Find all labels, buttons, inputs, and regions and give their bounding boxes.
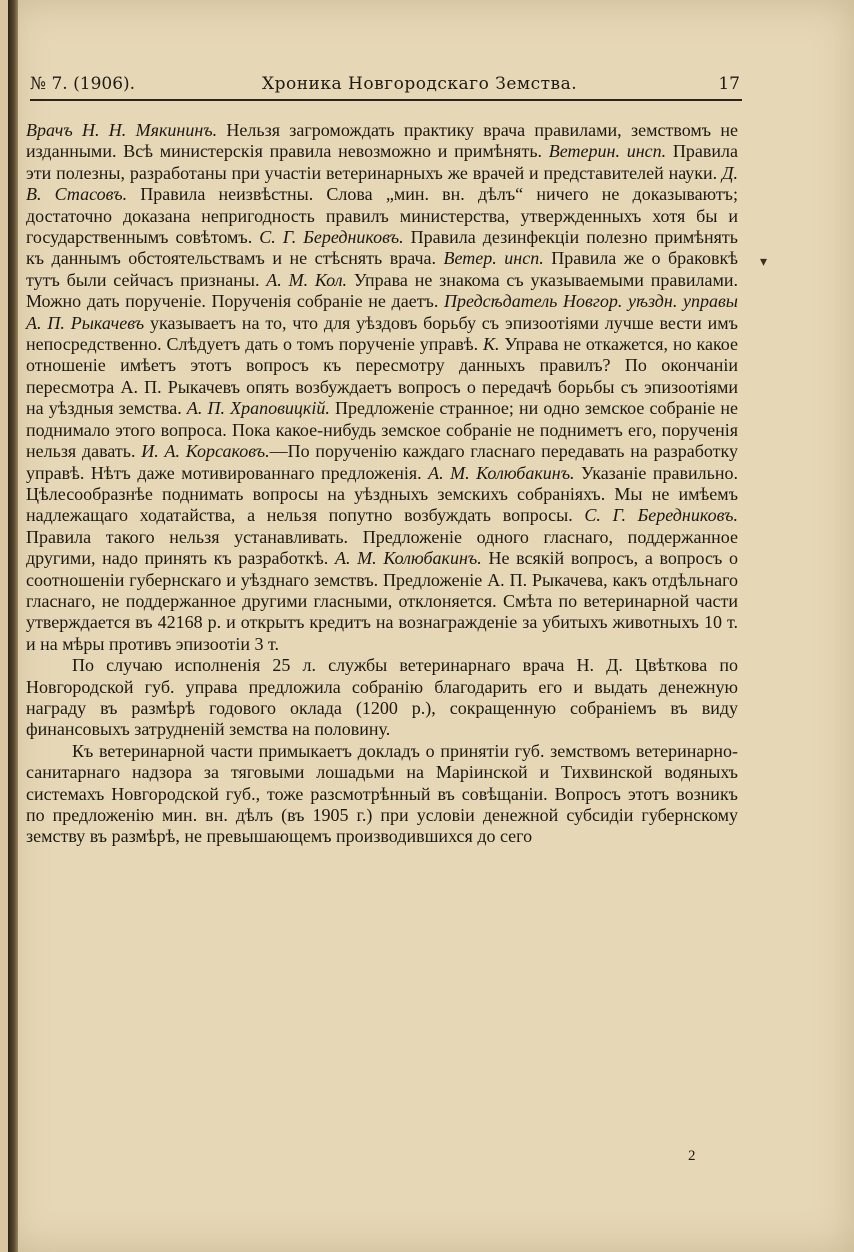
header-rule — [30, 99, 742, 101]
speaker-name: С. Г. Бередниковъ. — [584, 505, 738, 526]
body-text — [26, 120, 738, 848]
paragraph-text: Правила же о браковкѣ тутъ были сейчасъ признаны. — [26, 248, 739, 290]
paragraph-text: указываетъ на то, что для уѣздовъ борьбу съ эпизоотіями лучше вести имъ непосредственно. Слѣдуетъ дать о томъ порученіе управѣ. — [26, 312, 738, 355]
speaker-name: Д. В. Стасовъ. — [26, 162, 738, 205]
margin-mark: ▾ — [760, 254, 768, 270]
paragraph-text: —По порученію каждаго гласнаго передавать на разработку управѣ. Нѣтъ даже мотивированнаго предложенія. — [26, 441, 738, 483]
speaker-name: Ветер. инсп. — [443, 248, 544, 269]
paragraph-text: Нельзя загромождать практику врача правилами, земствомъ не изданными. Всѣ министерскія правила невозможно и примѣнять. — [26, 120, 738, 162]
signature-mark: 2 — [688, 1148, 696, 1164]
paragraph-text: Указаніе правильно. Цѣлесообразнѣе поднимать вопросы на уѣздныхъ земскихъ собраніяхъ. Мы не имѣемъ надлежащаго ходатайства, а нельзя попутно возбуждать вопросы. — [26, 462, 738, 526]
speaker-name: К. — [483, 334, 500, 355]
speaker-name: А. П. Храповицкій. — [186, 398, 330, 419]
paragraph-text: Правила такого нельзя устанавливать. Предложеніе одного гласнаго, поддержанное другими, надо принять къ разработкѣ. — [26, 526, 738, 569]
paragraph-text: Предложеніе странное; ни одно земское собраніе не поднимало этого вопроса. Пока какое-нибудь земское собраніе не подниметъ его, порученія нельзя давать. — [26, 398, 738, 462]
speaker-name: Ветерин. инсп. — [548, 141, 667, 162]
paragraph-text: Не всякій вопросъ, а вопросъ о соотношеніи губернскаго и уѣзднаго земствъ. Предложеніе А. П. Рыкачева, какъ отдѣльнаго гласнаго, не поддержанное другими гласными, отклоняется. Смѣта по ветеринарной части утверждается въ 42168 р. и открытъ кредитъ на вознагражденіе за убитыхъ животныхъ 10 т. и на мѣры противъ эпизоотіи 3 т. — [26, 548, 738, 654]
paragraph-text: Управа не откажется, но какое отношеніе имѣетъ этотъ вопросъ къ пересмотру данныхъ правилъ? По окончаніи пересмотра А. П. Рыкачевъ опять возбуждаетъ вопросъ о передачѣ борьбы съ эпизоотіями на уѣздныя земства. — [26, 334, 738, 419]
paragraph — [26, 655, 738, 741]
journal-title: Хроника Новгородскаго Земства. — [262, 74, 578, 94]
paragraph-text: Правила неизвѣстны. Слова „мин. вн. дѣлъ“ ничего не доказываютъ; достаточно доказана непригодность правилъ министерства, утвержденныхъ хотя бы и государственнымъ совѣтомъ. — [26, 184, 738, 248]
paragraph — [26, 741, 738, 848]
running-header — [30, 70, 740, 96]
speaker-name: А. М. Кол. — [266, 269, 348, 290]
speaker-name: Предсѣдатель Новгор. уѣздн. управы А. П. Рыкачевъ — [26, 291, 738, 333]
paragraph-text: Правила эти полезны, разработаны при участіи ветеринарныхъ же врачей и представителей науки. — [26, 141, 738, 183]
speaker-name: Врачъ Н. Н. Мякининъ. — [26, 120, 218, 140]
issue-label: № 7. (1906). — [30, 74, 136, 94]
paragraph-text: По случаю исполненія 25 л. службы ветеринарнаго врача Н. Д. Цвѣткова по Новгородской губ. управа предложила собранію благодарить его и выдать денежную награду въ размѣрѣ годового оклада (1200 р.), сокращенную собраніемъ въ виду финансовыхъ затрудненій земства на половину. — [26, 655, 738, 740]
speaker-name: А. М. Колюбакинъ. — [334, 548, 482, 569]
speaker-name: И. А. Корсаковъ. — [141, 441, 270, 462]
paragraph-text: Правила дезинфекціи полезно примѣнять къ даннымъ обстоятельствамъ и не стѣснять врача. — [26, 227, 738, 269]
document-page — [8, 0, 854, 1252]
speaker-name: А. М. Колюбакинъ. — [428, 462, 575, 483]
page-number: 17 — [718, 74, 740, 94]
paragraph-text: Управа не знакома съ указываемыми правилами. Можно дать порученіе. Порученія собраніе не даетъ. — [26, 269, 738, 312]
speaker-name: С. Г. Бередниковъ. — [259, 227, 404, 248]
page-binding-shadow — [8, 0, 18, 1252]
paragraph — [26, 120, 738, 655]
paragraph-text: Къ ветеринарной части примыкаетъ докладъ о принятіи губ. земствомъ ветеринарно-санитарнаго надзора за тяговыми лошадьми на Маріинской и Тихвинской водяныхъ системахъ Новгородской губ., тоже разсмотрѣнный въ совѣщаніи. Вопросъ этотъ возникъ по предложенію мин. вн. дѣлъ (въ 1905 г.) при условіи денежной субсидіи губернскому земству въ размѣрѣ, не превышающемъ производившихся до сего — [26, 740, 738, 847]
